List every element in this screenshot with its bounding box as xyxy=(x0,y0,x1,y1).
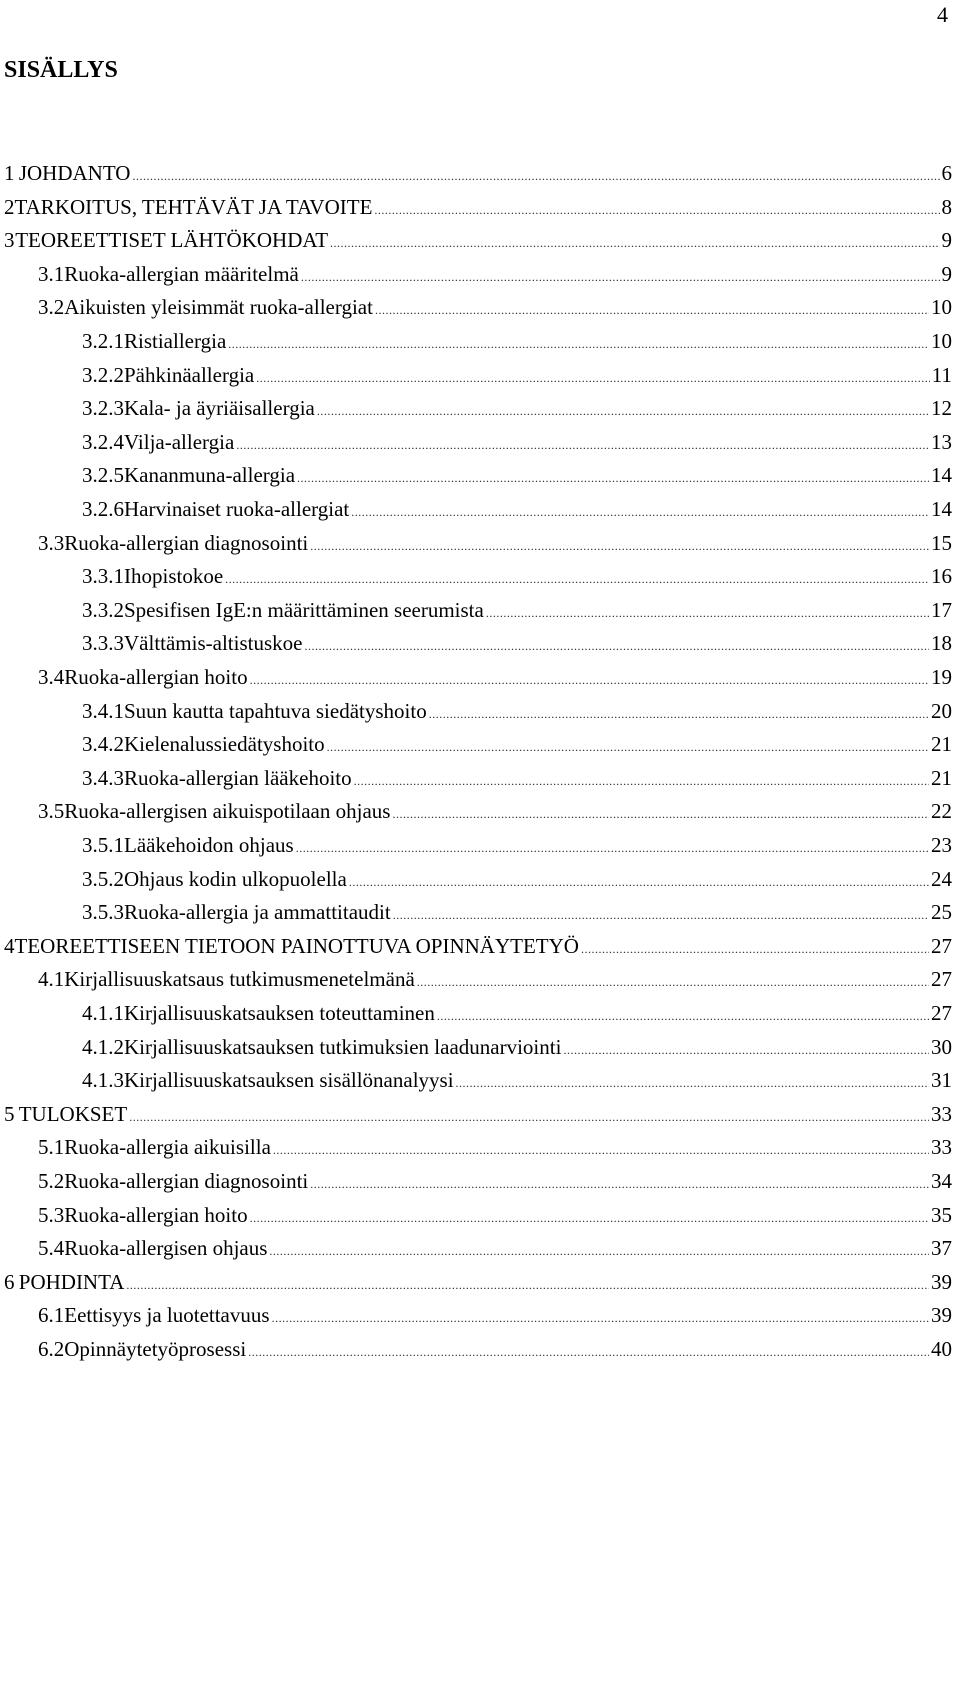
toc-leader-dots xyxy=(327,732,929,762)
toc-leader-dots xyxy=(126,1270,929,1300)
toc-entry[interactable] xyxy=(82,696,952,729)
toc-leader-dots xyxy=(248,1337,929,1367)
toc-leader-dots xyxy=(132,161,939,191)
toc-entry[interactable] xyxy=(82,830,952,863)
toc-leader-dots xyxy=(349,867,929,897)
toc-entry[interactable] xyxy=(38,1166,952,1199)
toc-entry[interactable] xyxy=(82,360,952,393)
toc-entry-title: Harvinaiset ruoka-allergiat xyxy=(124,497,350,521)
toc-entry-page: 22 xyxy=(931,799,952,824)
toc-entry-title: Kananmuna-allergia xyxy=(124,463,296,488)
toc-entry-number: 3 xyxy=(4,228,15,253)
toc-entry-page: 40 xyxy=(931,1337,952,1361)
toc-entry[interactable] xyxy=(38,796,952,829)
toc-entry-page: 10 xyxy=(931,295,952,320)
toc-entry-page: 31 xyxy=(931,1068,952,1093)
toc-entry-number: 3.2.5 xyxy=(82,463,124,488)
toc-entry[interactable] xyxy=(82,427,952,460)
toc-entry-page: 18 xyxy=(931,631,952,656)
toc-entry-number: 3.3.2 xyxy=(82,597,124,622)
toc-entry-number: 5 xyxy=(4,1101,15,1126)
toc-entry-number: 3.1 xyxy=(38,261,65,286)
toc-entry-page: 21 xyxy=(931,732,952,757)
toc-entry-number: 2 xyxy=(4,194,15,219)
toc-entry-page: 27 xyxy=(931,933,952,958)
toc-leader-dots xyxy=(310,1169,929,1199)
toc-entry-page: 14 xyxy=(931,463,952,488)
toc-entry-page: 8 xyxy=(941,194,952,219)
toc-leader-dots xyxy=(317,396,929,426)
toc-entry-title: TULOKSET xyxy=(18,1101,128,1126)
toc-entry-number: 3.4.1 xyxy=(82,698,124,723)
page-number: 4 xyxy=(937,2,948,27)
toc-entry-title: Ristiallergia xyxy=(124,329,227,353)
toc-entry-title: Lääkehoidon ohjaus xyxy=(124,833,294,857)
toc-entry[interactable] xyxy=(82,326,952,359)
toc-entry[interactable] xyxy=(4,931,952,964)
toc-entry-number: 3.5.3 xyxy=(82,900,124,925)
toc-leader-dots xyxy=(304,631,929,661)
toc-leader-dots xyxy=(563,1035,929,1065)
toc-entry-number: 4.1.2 xyxy=(82,1034,124,1059)
toc-entry-title: TEOREETTISET LÄHTÖKOHDAT xyxy=(15,228,329,253)
toc-leader-dots xyxy=(310,531,929,561)
toc-entry-title: Ruoka-allergia aikuisilla xyxy=(64,1135,271,1160)
toc-entry-number: 4.1.3 xyxy=(82,1068,124,1093)
toc-leader-dots xyxy=(456,1068,929,1098)
toc-entry-number: 5.3 xyxy=(38,1202,65,1227)
toc-entry-page: 14 xyxy=(931,497,952,521)
toc-entry[interactable] xyxy=(82,460,952,493)
toc-entry-number: 6.1 xyxy=(38,1303,65,1328)
toc-entry-page: 35 xyxy=(931,1202,952,1227)
toc-leader-dots xyxy=(272,1303,929,1333)
toc-entry[interactable] xyxy=(38,1132,952,1165)
toc-entry[interactable] xyxy=(4,1267,952,1300)
toc-leader-dots xyxy=(375,295,929,325)
toc-entry[interactable] xyxy=(4,158,952,191)
toc-entry-page: 13 xyxy=(931,429,952,454)
toc-entry-title: Aikuisten yleisimmät ruoka-allergiat xyxy=(64,295,373,320)
toc-entry-page: 21 xyxy=(931,765,952,790)
toc-entry-title: Ruoka-allergisen aikuispotilaan ohjaus xyxy=(64,799,391,824)
toc-leader-dots xyxy=(392,799,929,829)
toc-entry[interactable] xyxy=(82,897,952,930)
toc-entry-title: Välttämis-altistuskoe xyxy=(124,631,303,656)
toc-entry-title: POHDINTA xyxy=(18,1269,125,1294)
toc-entry-number: 1 xyxy=(4,161,15,185)
toc-entry-title: Kirjallisuuskatsauksen sisällönanalyysi xyxy=(124,1068,454,1093)
toc-entry[interactable] xyxy=(82,393,952,426)
toc-entry-title: Ruoka-allergian diagnosointi xyxy=(64,530,309,555)
toc-entry-number: 6 xyxy=(4,1269,15,1294)
toc-entry-number: 4.1 xyxy=(38,967,65,992)
toc-entry[interactable] xyxy=(4,192,952,225)
toc-leader-dots xyxy=(437,1001,929,1031)
toc-entry-title: Ruoka-allergian määritelmä xyxy=(64,261,299,286)
toc-entry-page: 9 xyxy=(941,228,952,253)
toc-entry-number: 3.2.3 xyxy=(82,396,124,421)
toc-entry-number: 3.2 xyxy=(38,295,65,320)
toc-leader-dots xyxy=(581,934,929,964)
toc-entry-number: 6.2 xyxy=(38,1337,65,1361)
toc-entry-title: Kielenalussiedätyshoito xyxy=(124,732,325,757)
toc-entry-number: 3.2.6 xyxy=(82,497,124,521)
toc-entry-title: JOHDANTO xyxy=(18,161,131,185)
toc-entry-title: Spesifisen IgE:n määrittäminen seerumista xyxy=(124,597,484,622)
toc-entry-page: 20 xyxy=(931,698,952,723)
toc-leader-dots xyxy=(273,1135,929,1165)
toc-entry-number: 3.4 xyxy=(38,665,65,689)
toc-entry-page: 23 xyxy=(931,833,952,857)
toc-entry-title: Ruoka-allergian hoito xyxy=(64,1202,248,1227)
toc-entry-title: Ruoka-allergisen ohjaus xyxy=(64,1236,268,1261)
toc-entry[interactable] xyxy=(38,1300,952,1333)
toc-entry-number: 4.1.1 xyxy=(82,1001,124,1025)
toc-entry-number: 3.3.3 xyxy=(82,631,124,656)
toc-entry[interactable] xyxy=(82,1032,952,1065)
toc-entry-title: TEOREETTISEEN TIETOON PAINOTTUVA OPINNÄYTETYÖ xyxy=(14,933,579,958)
toc-entry[interactable] xyxy=(82,561,952,594)
toc-entry-page: 39 xyxy=(931,1269,952,1294)
toc-entry[interactable] xyxy=(38,259,952,292)
toc-entry-number: 5.2 xyxy=(38,1169,65,1193)
toc-entry[interactable] xyxy=(38,292,952,325)
toc-entry-page: 15 xyxy=(931,530,952,555)
toc-entry-page: 34 xyxy=(931,1169,952,1193)
toc-entry-page: 16 xyxy=(931,564,952,589)
toc-entry-number: 3.5 xyxy=(38,799,65,824)
toc-leader-dots xyxy=(351,497,929,527)
toc-leader-dots xyxy=(429,699,929,729)
toc-entry[interactable] xyxy=(82,864,952,897)
toc-entry-title: Kirjallisuuskatsauksen toteuttaminen xyxy=(124,1001,435,1025)
toc-leader-dots xyxy=(296,833,929,863)
toc-entry[interactable] xyxy=(4,1099,952,1132)
toc-leader-dots xyxy=(330,228,939,258)
toc-entry[interactable] xyxy=(82,494,952,527)
toc-entry-title: Ruoka-allergia ja ammattitaudit xyxy=(124,900,391,925)
toc-entry-number: 3.2.2 xyxy=(82,362,124,387)
toc-leader-dots xyxy=(250,1203,929,1233)
toc-entry-page: 9 xyxy=(941,261,952,286)
toc-entry-number: 3.4.2 xyxy=(82,732,124,757)
toc-leader-dots xyxy=(374,195,939,225)
toc-entry-page: 24 xyxy=(931,866,952,891)
toc-leader-dots xyxy=(129,1102,929,1132)
toc-entry[interactable] xyxy=(4,225,952,258)
toc-leader-dots xyxy=(297,463,929,493)
toc-entry-title: Kala- ja äyriäisallergia xyxy=(124,396,315,421)
toc-entry-title: Opinnäytetyöprosessi xyxy=(64,1337,247,1361)
toc-entry[interactable] xyxy=(82,729,952,762)
toc-leader-dots xyxy=(250,665,929,695)
toc-leader-dots xyxy=(256,363,930,393)
toc-entry-number: 5.4 xyxy=(38,1236,65,1261)
toc-leader-dots xyxy=(236,430,929,460)
toc-entry[interactable] xyxy=(82,628,952,661)
toc-entry-page: 39 xyxy=(931,1303,952,1328)
toc-entry-number: 4 xyxy=(4,933,15,958)
toc-leader-dots xyxy=(301,262,940,292)
toc-entry-page: 19 xyxy=(931,665,952,689)
toc-entry-title: Kirjallisuuskatsauksen tutkimuksien laadunarviointi xyxy=(124,1034,562,1059)
toc-leader-dots xyxy=(393,900,929,930)
toc-entry[interactable] xyxy=(38,1233,952,1266)
toc-entry[interactable] xyxy=(38,662,952,695)
toc-entry-number: 3.5.2 xyxy=(82,866,124,891)
toc-leader-dots xyxy=(225,564,929,594)
toc-entry-title: Kirjallisuuskatsaus tutkimusmenetelmänä xyxy=(64,967,415,992)
toc-entry-page: 6 xyxy=(941,161,952,185)
toc-entry-number: 3.3 xyxy=(38,530,65,555)
toc-entry[interactable] xyxy=(82,1065,952,1098)
toc-entry-page: 27 xyxy=(931,967,952,992)
toc-entry-title: Eettisyys ja luotettavuus xyxy=(64,1303,270,1328)
toc-heading: SISÄLLYS xyxy=(4,57,118,83)
toc-entry-title: Pähkinäallergia xyxy=(124,362,255,387)
toc-entry[interactable] xyxy=(82,763,952,796)
toc-entry-page: 10 xyxy=(931,329,952,353)
toc-entry-page: 37 xyxy=(931,1236,952,1261)
toc-entry[interactable] xyxy=(38,1200,952,1233)
toc-leader-dots xyxy=(228,329,929,359)
toc-entry-title: Vilja-allergia xyxy=(124,429,235,454)
toc-entry[interactable] xyxy=(38,1334,952,1367)
toc-leader-dots xyxy=(354,766,929,796)
toc-entry-title: Ihopistokoe xyxy=(124,564,224,589)
toc-entry-page: 33 xyxy=(931,1101,952,1126)
toc-entry-title: Ruoka-allergian lääkehoito xyxy=(124,765,352,790)
toc-entry-page: 30 xyxy=(931,1034,952,1059)
toc-entry-title: Suun kautta tapahtuva siedätyshoito xyxy=(124,698,427,723)
toc-leader-dots xyxy=(486,598,929,628)
toc-leader-dots xyxy=(269,1236,929,1266)
toc-entry-page: 27 xyxy=(931,1001,952,1025)
toc-entry-number: 3.3.1 xyxy=(82,564,124,589)
toc-leader-dots xyxy=(417,967,929,997)
toc-entry-number: 3.2.4 xyxy=(82,429,124,454)
toc-entry-title: Ohjaus kodin ulkopuolella xyxy=(124,866,347,891)
toc-entry[interactable] xyxy=(38,528,952,561)
toc-entry[interactable] xyxy=(82,998,952,1031)
toc-entry-number: 3.5.1 xyxy=(82,833,124,857)
toc-entry-title: Ruoka-allergian diagnosointi xyxy=(64,1169,309,1193)
toc-entry-page: 17 xyxy=(931,597,952,622)
toc-entry-number: 5.1 xyxy=(38,1135,65,1160)
toc-entry-number: 3.2.1 xyxy=(82,329,124,353)
toc-entry-number: 3.4.3 xyxy=(82,765,124,790)
toc-entry-page: 11 xyxy=(931,362,952,387)
toc-entry-page: 33 xyxy=(931,1135,952,1160)
toc-entry-title: Ruoka-allergian hoito xyxy=(64,665,248,689)
toc-entry-title: TARKOITUS, TEHTÄVÄT JA TAVOITE xyxy=(14,194,373,219)
toc-entry[interactable] xyxy=(38,964,952,997)
toc-entry-page: 25 xyxy=(931,900,952,925)
toc-entry-page: 12 xyxy=(931,396,952,421)
toc-entry[interactable] xyxy=(82,595,952,628)
